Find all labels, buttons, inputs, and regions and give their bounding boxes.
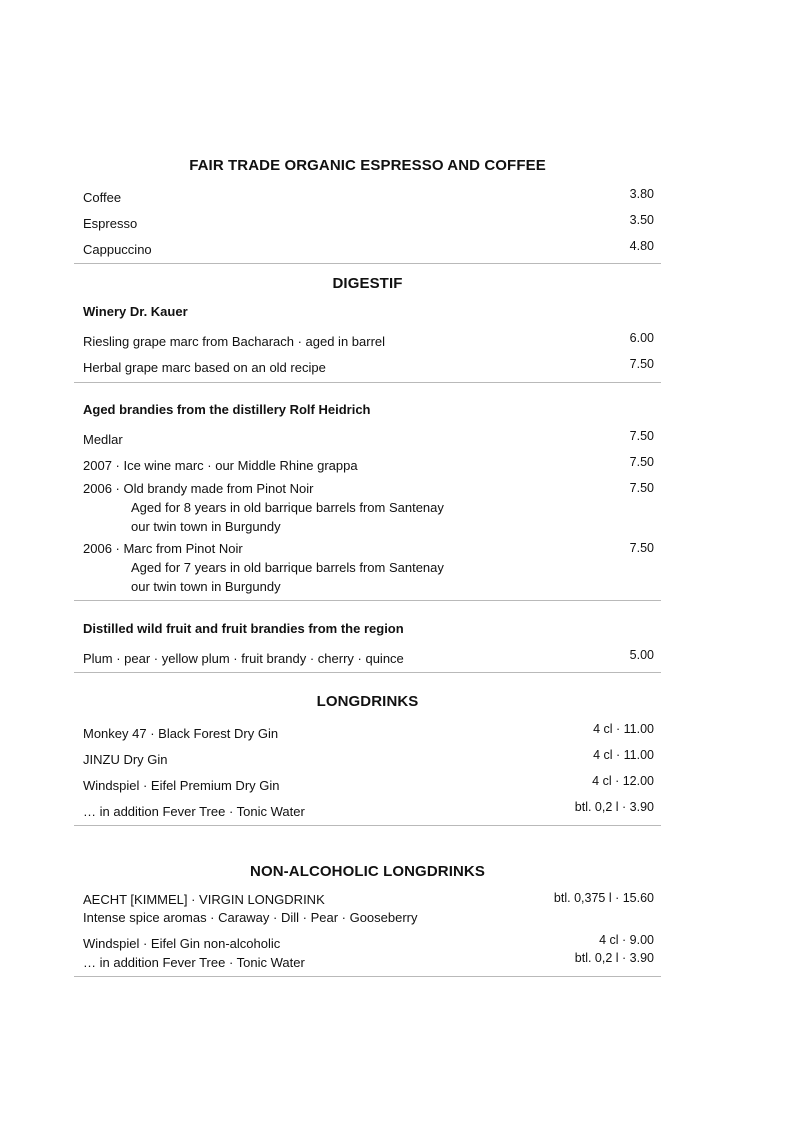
menu-item-name: JINZU Dry Gin [83,752,168,767]
menu-item-name: 2007 · Ice wine marc · our Middle Rhine grappa [83,458,358,473]
section-divider [74,263,661,264]
menu-item-price: 4 cl · 9.00 [599,933,654,947]
menu-item-price: btl. 0,2 l · 3.90 [574,951,654,965]
menu-item-price: 3.80 [629,187,654,201]
menu-item-price: 4 cl · 12.00 [592,774,654,788]
section-divider [74,976,661,977]
menu-item-price: 5.00 [629,648,654,662]
menu-item-name: Herbal grape marc based on an old recipe [83,360,326,375]
menu-item-note: Intense spice aromas · Caraway · Dill · Pear · Gooseberry [83,910,418,925]
menu-item-price: 6.00 [629,331,654,345]
subsection-heading: Winery Dr. Kauer [83,304,188,319]
menu-item-name: Cappuccino [83,242,152,257]
menu-item-note: our twin town in Burgundy [131,519,281,534]
menu-item-name: Medlar [83,432,123,447]
menu-item-name: Riesling grape marc from Bacharach · aged in barrel [83,334,386,349]
section-title-coffee: FAIR TRADE ORGANIC ESPRESSO AND COFFEE [189,157,546,174]
section-title-digestif: DIGESTIF [332,275,403,292]
menu-item-price: 4 cl · 11.00 [593,748,654,762]
menu-item-name: Windspiel · Eifel Premium Dry Gin [83,778,280,793]
menu-item-name: AECHT [KIMMEL] · VIRGIN LONGDRINK [83,892,325,907]
section-title-longdrinks: LONGDRINKS [316,693,419,710]
menu-item-note: Aged for 7 years in old barrique barrels from Santenay [131,560,444,575]
menu-item-price: 7.50 [629,481,654,495]
menu-item-price: 4 cl · 11.00 [593,722,654,736]
subsection-heading: Aged brandies from the distillery Rolf Heidrich [83,402,371,417]
section-divider [74,600,661,601]
menu-item-name: 2006 · Old brandy made from Pinot Noir [83,481,314,496]
menu-item-price: btl. 0,2 l · 3.90 [574,800,654,814]
menu-item-name: Windspiel · Eifel Gin non-alcoholic [83,936,281,951]
menu-item-note: our twin town in Burgundy [131,579,281,594]
menu-item-price: 4.80 [629,239,654,253]
menu-item-name: Monkey 47 · Black Forest Dry Gin [83,726,279,741]
menu-item-name: Plum · pear · yellow plum · fruit brandy · cherry · quince [83,651,404,666]
menu-item-price: 7.50 [629,455,654,469]
section-divider [74,382,661,383]
menu-item-name: Coffee [83,190,122,205]
menu-item-price: 3.50 [629,213,654,227]
menu-page [74,0,661,1122]
subsection-heading: Distilled wild fruit and fruit brandies from the region [83,621,404,636]
section-divider [74,672,661,673]
menu-item-name: 2006 · Marc from Pinot Noir [83,541,243,556]
menu-item-name: Espresso [83,216,138,231]
menu-item-price: btl. 0,375 l · 15.60 [553,891,654,905]
menu-item-price: 7.50 [629,541,654,555]
menu-item-note: … in addition Fever Tree · Tonic Water [83,955,305,970]
section-title-nonalcoholic: NON-ALCOHOLIC LONGDRINKS [250,863,485,880]
menu-item-price: 7.50 [629,357,654,371]
section-divider [74,825,661,826]
menu-item-price: 7.50 [629,429,654,443]
menu-item-note: Aged for 8 years in old barrique barrels from Santenay [131,500,444,515]
menu-item-name: … in addition Fever Tree · Tonic Water [83,804,305,819]
